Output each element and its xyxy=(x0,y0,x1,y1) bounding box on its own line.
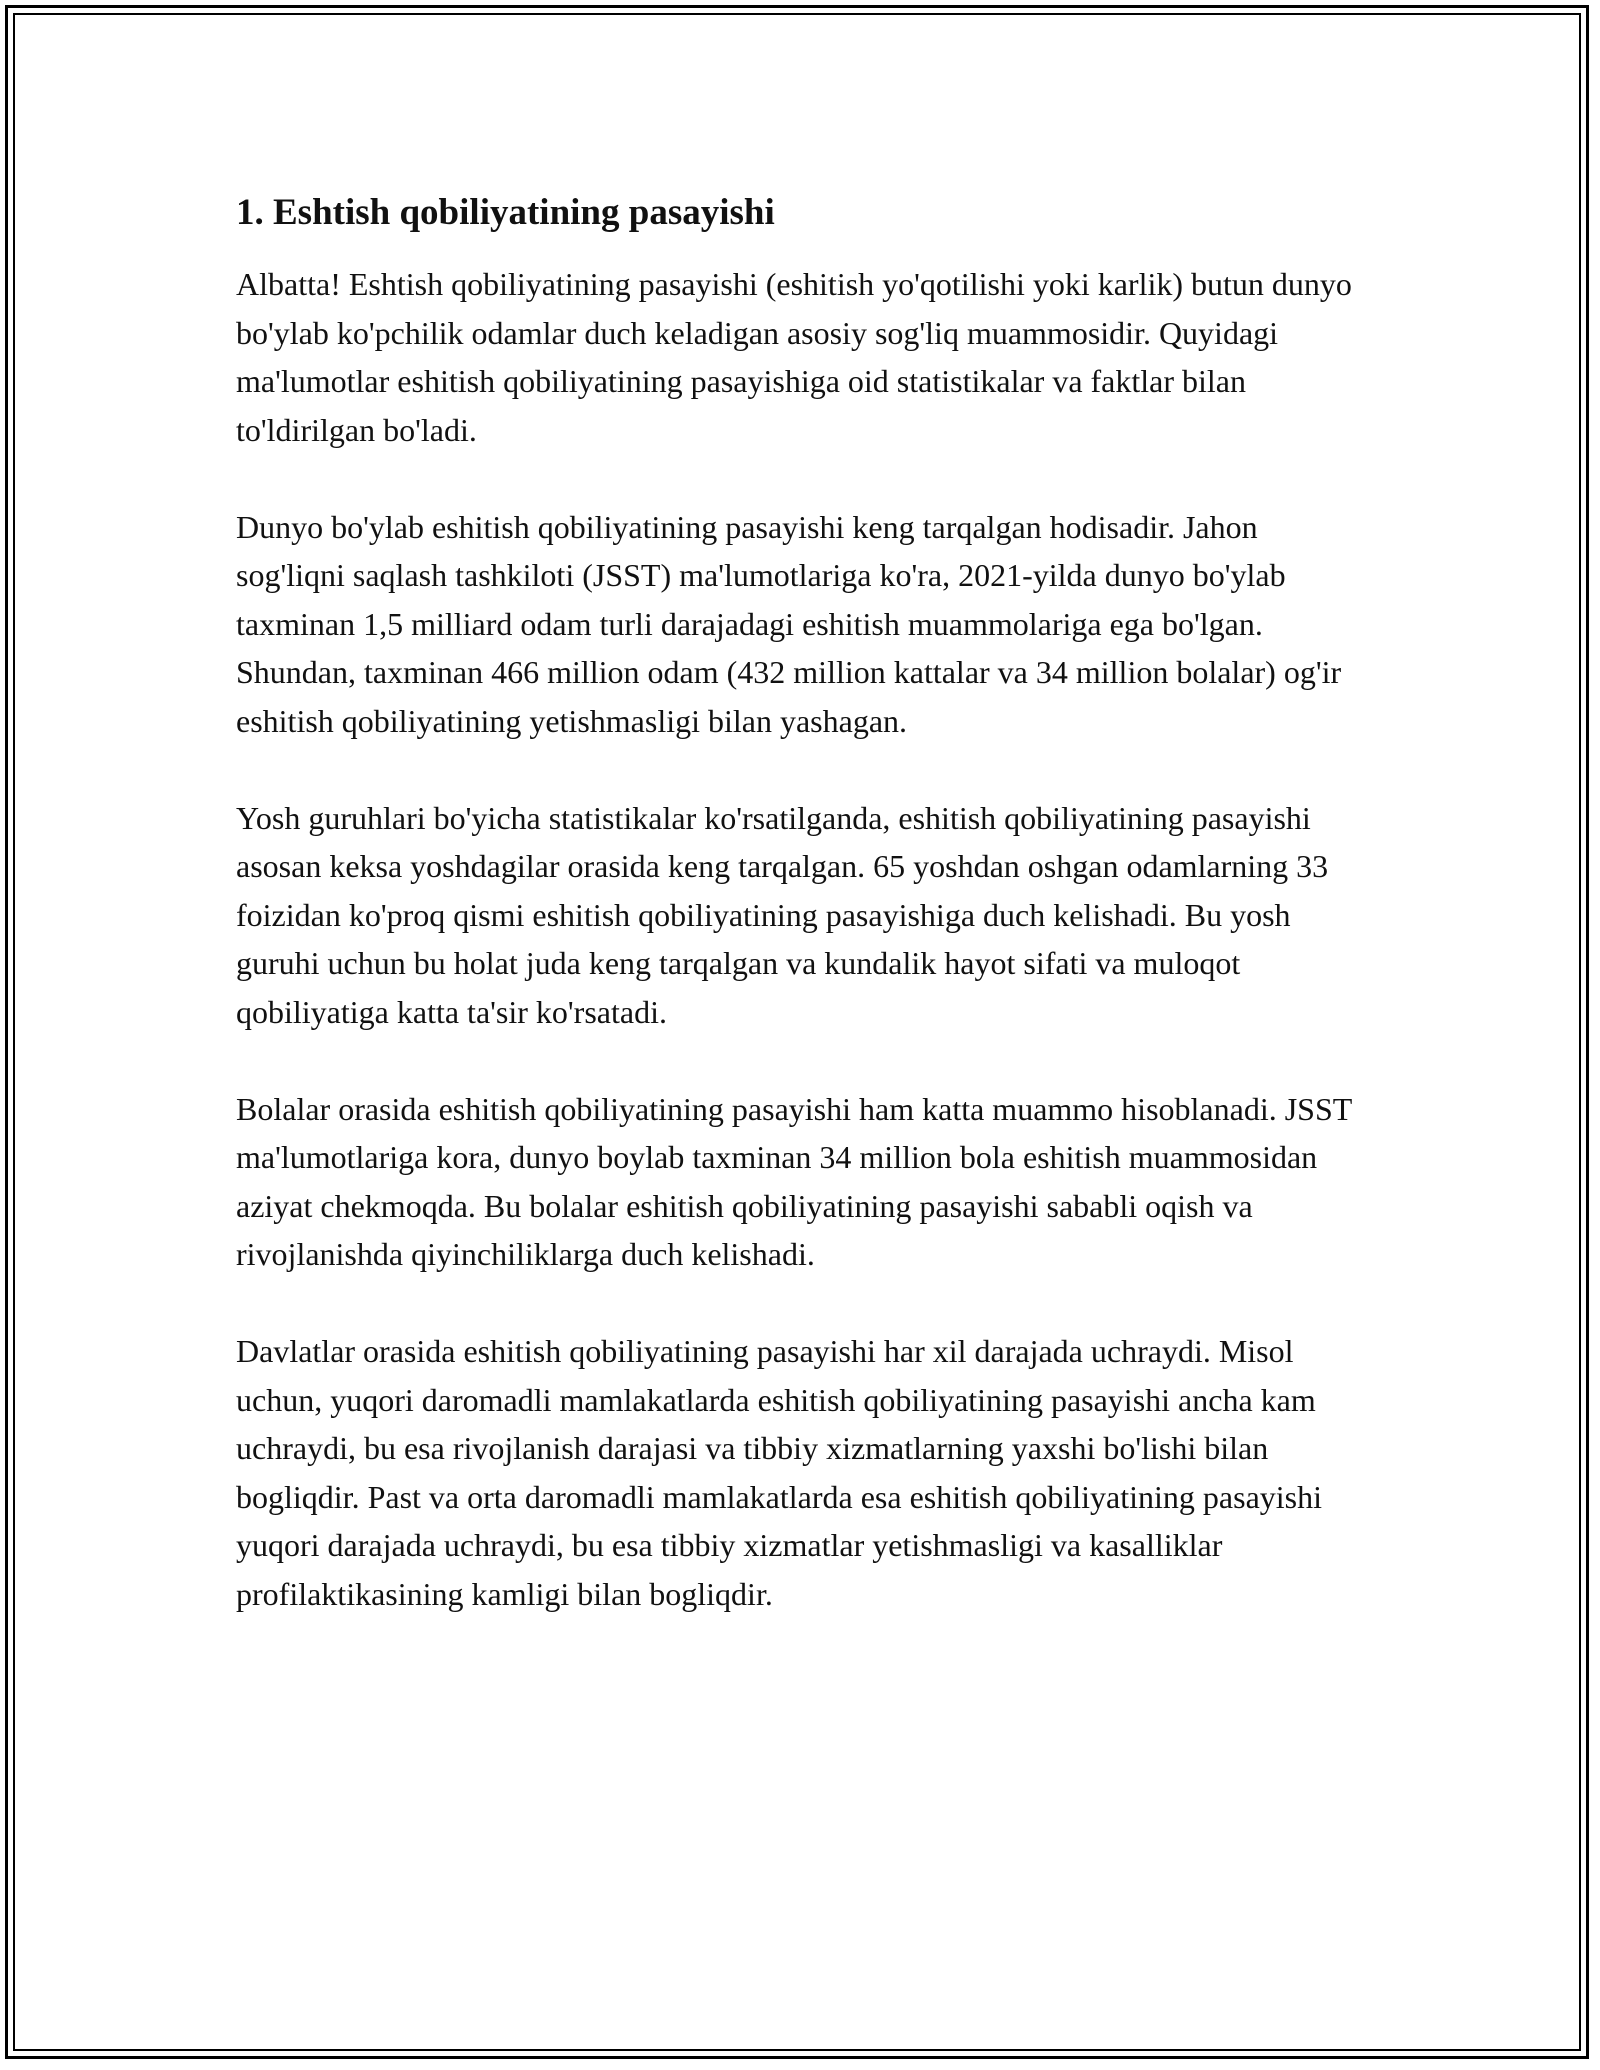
paragraph-introduction: Albatta! Eshtish qobiliyatining pasayishi (eshitish yo'qotilishi yoki karlik) butun dunyo bo'ylab ko'pchilik odamlar duch keladigan asosiy sog'liq muammosidir. Quyidagi ma'lumotlar eshitish qobiliyatining pasayishiga oid statistikalar va faktlar bilan to'ldirilgan bo'ladi. xyxy=(236,266,1352,448)
paragraph-age-groups: Yosh guruhlari bo'yicha statistikalar ko'rsatilganda, eshitish qobiliyatining pasayishi asosan keksa yoshdagilar orasida keng tarqalgan. 65 yoshdan oshgan odamlarning 33 foizidan ko'proq qismi eshitish qobiliyatining pasayishiga duch kelishadi. Bu yosh guruhi uchun bu holat juda keng tarqalgan va kundalik hayot sifati va muloqot qobiliyatiga katta ta'sir ko'rsatadi. xyxy=(236,799,1329,1030)
paragraph-global-prevalence: Dunyo bo'ylab eshitish qobiliyatining pasayishi keng tarqalgan hodisadir. Jahon sog'liqni saqlash tashkiloti (JSST) ma'lumotlariga ko'ra, 2021-yilda dunyo bo'ylab taxminan 1,5 milliard odam turli darajadagi eshitish muammolariga ega bo'lgan. Shundan, taxminan 466 million odam (432 million kattalar va 34 million bolalar) og'ir eshitish qobiliyatining yetishmasligi bilan yashagan. xyxy=(236,508,1342,739)
paragraph-countries: Davlatlar orasida eshitish qobiliyatining pasayishi har xil darajada uchraydi. Misol uchun, yuqori daromadli mamlakatlarda eshitish qobiliyatining pasayishi ancha kam uchraydi, bu esa rivojlanish darajasi va tibbiy xizmatlarning yaxshi bo'lishi bilan bogliqdir. Past va orta daromadli mamlakatlarda esa eshitish qobiliyatining pasayishi yuqori darajada uchraydi, bu esa tibbiy xizmatlar yetishmasligi va kasalliklar profilaktikasining kamligi bilan bogliqdir. xyxy=(236,1333,1322,1612)
paragraph-children: Bolalar orasida eshitish qobiliyatining pasayishi ham katta muammo hisoblanadi. JSST ma'lumotlariga kora, dunyo boylab taxminan 34 million bola eshitish muammosidan aziyat chekmoqda. Bu bolalar eshitish qobiliyatining pasayishi sababli oqish va rivojlanishda qiyinchiliklarga duch kelishadi. xyxy=(236,1090,1352,1272)
section-heading: 1. Eshtish qobiliyatining pasayishi xyxy=(236,192,775,233)
document-body xyxy=(236,188,1366,1667)
